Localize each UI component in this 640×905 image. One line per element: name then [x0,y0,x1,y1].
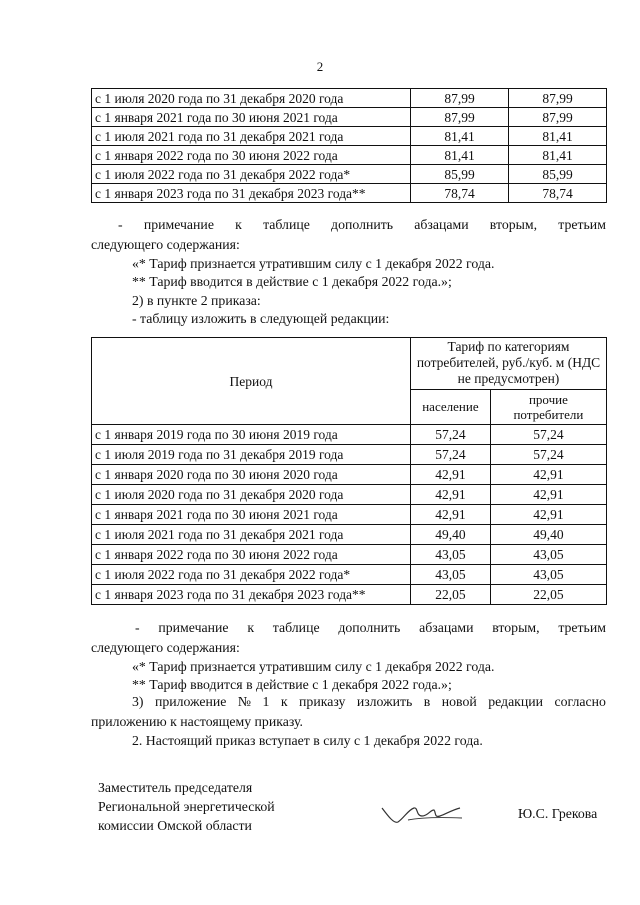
cell-period: с 1 января 2021 года по 30 июня 2021 года [92,108,411,127]
cell-population: 87,99 [411,108,509,127]
header-others: прочие потребители [490,389,606,424]
cell-period: с 1 июля 2021 года по 31 декабря 2021 года [92,127,411,146]
cell-others: 42,91 [490,505,606,525]
cell-population: 43,05 [411,545,491,565]
clause2: 2. Настоящий приказ вступает в силу с 1 декабря 2022 года. [132,733,483,748]
table-row [92,146,607,165]
word: приказу [299,694,346,709]
table-row [92,465,607,485]
table-row [92,525,607,545]
cell-population: 49,40 [411,525,491,545]
table-row [92,485,607,505]
page-number: 2 [316,59,324,74]
cell-others: 87,99 [509,108,607,127]
cell-period: с 1 июля 2019 года по 31 декабря 2019 года [92,445,411,465]
cell-others: 81,41 [509,127,607,146]
cell-period: с 1 июля 2022 года по 31 декабря 2022 года* [92,565,411,585]
word: редакции [488,694,544,709]
cell-period: с 1 января 2020 года по 30 июня 2020 года [92,465,411,485]
signatory-title-line2: Региональной энергетической [98,799,275,814]
word: абзацами [414,217,469,232]
cell-others: 49,40 [490,525,606,545]
word: вторым, [492,620,540,635]
cell-population: 87,99 [411,89,509,108]
item2-subheading: - таблицу изложить в следующей редакции: [132,311,390,326]
cell-others: 81,41 [509,146,607,165]
table-row [92,108,607,127]
word: 3) [132,694,144,709]
header-period: Период [92,338,411,425]
cell-population: 42,91 [411,465,491,485]
cell-period: с 1 июля 2022 года по 31 декабря 2022 года* [92,165,411,184]
cell-others: 43,05 [490,565,606,585]
cell-others: 57,24 [490,425,606,445]
word: приложение [154,694,227,709]
cell-period: с 1 января 2019 года по 30 июня 2019 года [92,425,411,445]
cell-population: 43,05 [411,565,491,585]
word: к [247,620,255,635]
table-row [92,165,607,184]
cell-population: 42,91 [411,505,491,525]
word: согласно [554,694,606,709]
cell-population: 22,05 [411,585,491,605]
note1-quote2: ** Тариф вводится в действие с 1 декабря 2022 года.»; [132,274,452,289]
word: третьим [558,217,606,232]
word: таблице [272,620,320,635]
word: - [135,620,140,635]
note2-quote2: ** Тариф вводится в действие с 1 декабря 2022 года.»; [132,677,452,692]
word: примечание [158,620,229,635]
cell-population: 81,41 [411,127,509,146]
table-row [92,505,607,525]
note1-line1 [118,217,606,233]
cell-period: с 1 января 2023 года по 31 декабря 2023 года** [92,184,411,203]
cell-period: с 1 января 2021 года по 30 июня 2021 года [92,505,411,525]
word: к [235,217,242,232]
cell-population: 57,24 [411,425,491,445]
cell-others: 85,99 [509,165,607,184]
table-row [92,89,607,108]
word: абзацами [419,620,474,635]
word: изложить [356,694,413,709]
signatory-title-line1: Заместитель председателя [98,780,253,795]
note2-line1 [135,620,606,636]
word: к [280,694,288,709]
word: в [423,694,431,709]
cell-others: 42,91 [490,485,606,505]
cell-population: 85,99 [411,165,509,184]
cell-population: 42,91 [411,485,491,505]
word: вторым, [489,217,538,232]
tariff-table-continued [91,88,607,203]
cell-period: с 1 июля 2020 года по 31 декабря 2020 года [92,89,411,108]
item2-heading: 2) в пункте 2 приказа: [132,293,261,308]
cell-others: 42,91 [490,465,606,485]
table-row [92,585,607,605]
cell-period: с 1 января 2022 года по 30 июня 2022 года [92,545,411,565]
table-row [92,425,607,445]
header-population: население [411,389,491,424]
cell-period: с 1 июля 2020 года по 31 декабря 2020 года [92,485,411,505]
signatory-name: Ю.С. Грекова [518,806,598,821]
cell-others: 22,05 [490,585,606,605]
table-row [92,127,607,146]
table-row [92,445,607,465]
word: - [118,217,123,232]
note2-line2: следующего содержания: [91,640,240,655]
cell-period: с 1 июля 2021 года по 31 декабря 2021 года [92,525,411,545]
cell-others: 87,99 [509,89,607,108]
cell-others: 43,05 [490,545,606,565]
word: примечание [143,217,214,232]
cell-period: с 1 января 2022 года по 30 июня 2022 года [92,146,411,165]
cell-population: 81,41 [411,146,509,165]
note1-line2: следующего содержания: [91,237,240,252]
cell-period: с 1 января 2023 года по 31 декабря 2023 года** [92,585,411,605]
signatory-title-line3: комиссии Омской области [98,818,252,833]
item3-line2: приложению к настоящему приказу. [91,714,303,729]
header-tariff: Тариф по категориям потребителей, руб./куб. м (НДС не предусмотрен) [411,338,607,390]
tariff-table-new [91,337,607,605]
item3-line1 [132,694,606,710]
word: дополнить [338,620,401,635]
signatory-title [98,778,275,835]
note2-quote1: «* Тариф признается утратившим силу с 1 декабря 2022 года. [132,659,495,674]
note1-quote1: «* Тариф признается утратившим силу с 1 декабря 2022 года. [132,256,495,271]
cell-population: 78,74 [411,184,509,203]
word: № [237,694,252,709]
table-row [92,184,607,203]
word: третьим [558,620,606,635]
word: 1 [262,694,270,709]
handwritten-signature [378,794,468,835]
cell-others: 78,74 [509,184,607,203]
table-row [92,565,607,585]
word: таблице [263,217,310,232]
word: дополнить [331,217,394,232]
cell-population: 57,24 [411,445,491,465]
word: новой [441,694,477,709]
table-row [92,545,607,565]
cell-others: 57,24 [490,445,606,465]
